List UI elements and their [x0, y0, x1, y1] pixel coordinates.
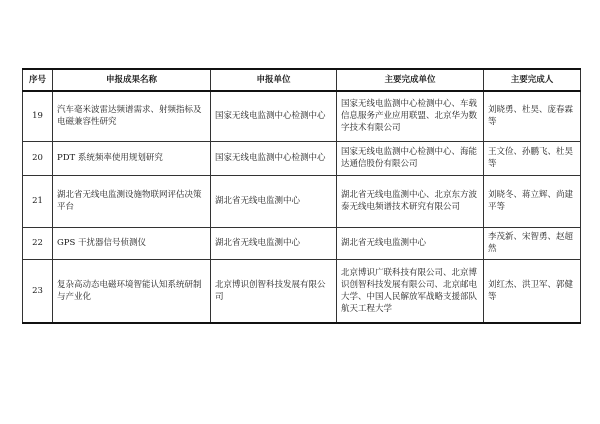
cell-name: 汽车毫米波雷达频谱需求、射频指标及电磁兼容性研究: [53, 91, 211, 141]
cell-people: 王文俭、孙鹏飞、杜昊等: [484, 141, 581, 175]
cell-name: 复杂高动态电磁环境智能认知系统研制与产业化: [53, 259, 211, 323]
header-units: 主要完成单位: [337, 69, 484, 91]
cell-applicant: 国家无线电监测中心检测中心: [211, 141, 337, 175]
table-row: [23, 175, 581, 227]
awards-table: [22, 68, 581, 324]
cell-units: 国家无线电监测中心检测中心、海能达通信股份有限公司: [337, 141, 484, 175]
cell-seq: 19: [23, 91, 53, 141]
header-applicant: 申报单位: [211, 69, 337, 91]
cell-applicant: 湖北省无线电监测中心: [211, 227, 337, 259]
cell-applicant: 北京博识创智科技发展有限公司: [211, 259, 337, 323]
cell-units: 湖北省无线电监测中心、北京东方波泰无线电频谱技术研究有限公司: [337, 175, 484, 227]
cell-people: 刘晓冬、蒋立辉、尚建平等: [484, 175, 581, 227]
table-row: [23, 141, 581, 175]
cell-name: GPS 干扰器信号侦测仪: [53, 227, 211, 259]
header-seq: 序号: [23, 69, 53, 91]
cell-applicant: 国家无线电监测中心检测中心: [211, 91, 337, 141]
cell-name: PDT 系统频率使用规划研究: [53, 141, 211, 175]
table-row: [23, 227, 581, 259]
cell-units: 湖北省无线电监测中心: [337, 227, 484, 259]
header-people: 主要完成人: [484, 69, 581, 91]
cell-people: 刘晓勇、杜昊、庞春霖等: [484, 91, 581, 141]
table-header-row: [23, 69, 581, 91]
cell-seq: 21: [23, 175, 53, 227]
cell-applicant: 湖北省无线电监测中心: [211, 175, 337, 227]
cell-name: 湖北省无线电监测设施物联网评估决策平台: [53, 175, 211, 227]
table-row: [23, 91, 581, 141]
cell-people: 李茂新、宋智勇、赵超然: [484, 227, 581, 259]
cell-people: 刘红杰、洪卫军、郭健等: [484, 259, 581, 323]
cell-seq: 20: [23, 141, 53, 175]
header-name: 申报成果名称: [53, 69, 211, 91]
cell-seq: 23: [23, 259, 53, 323]
cell-units: 国家无线电监测中心检测中心、车载信息服务产业应用联盟、北京华为数字技术有限公司: [337, 91, 484, 141]
table-row: [23, 259, 581, 323]
cell-units: 北京博识广联科技有限公司、北京博识创智科技发展有限公司、北京邮电大学、中国人民解放军战略支援部队航天工程大学: [337, 259, 484, 323]
cell-seq: 22: [23, 227, 53, 259]
